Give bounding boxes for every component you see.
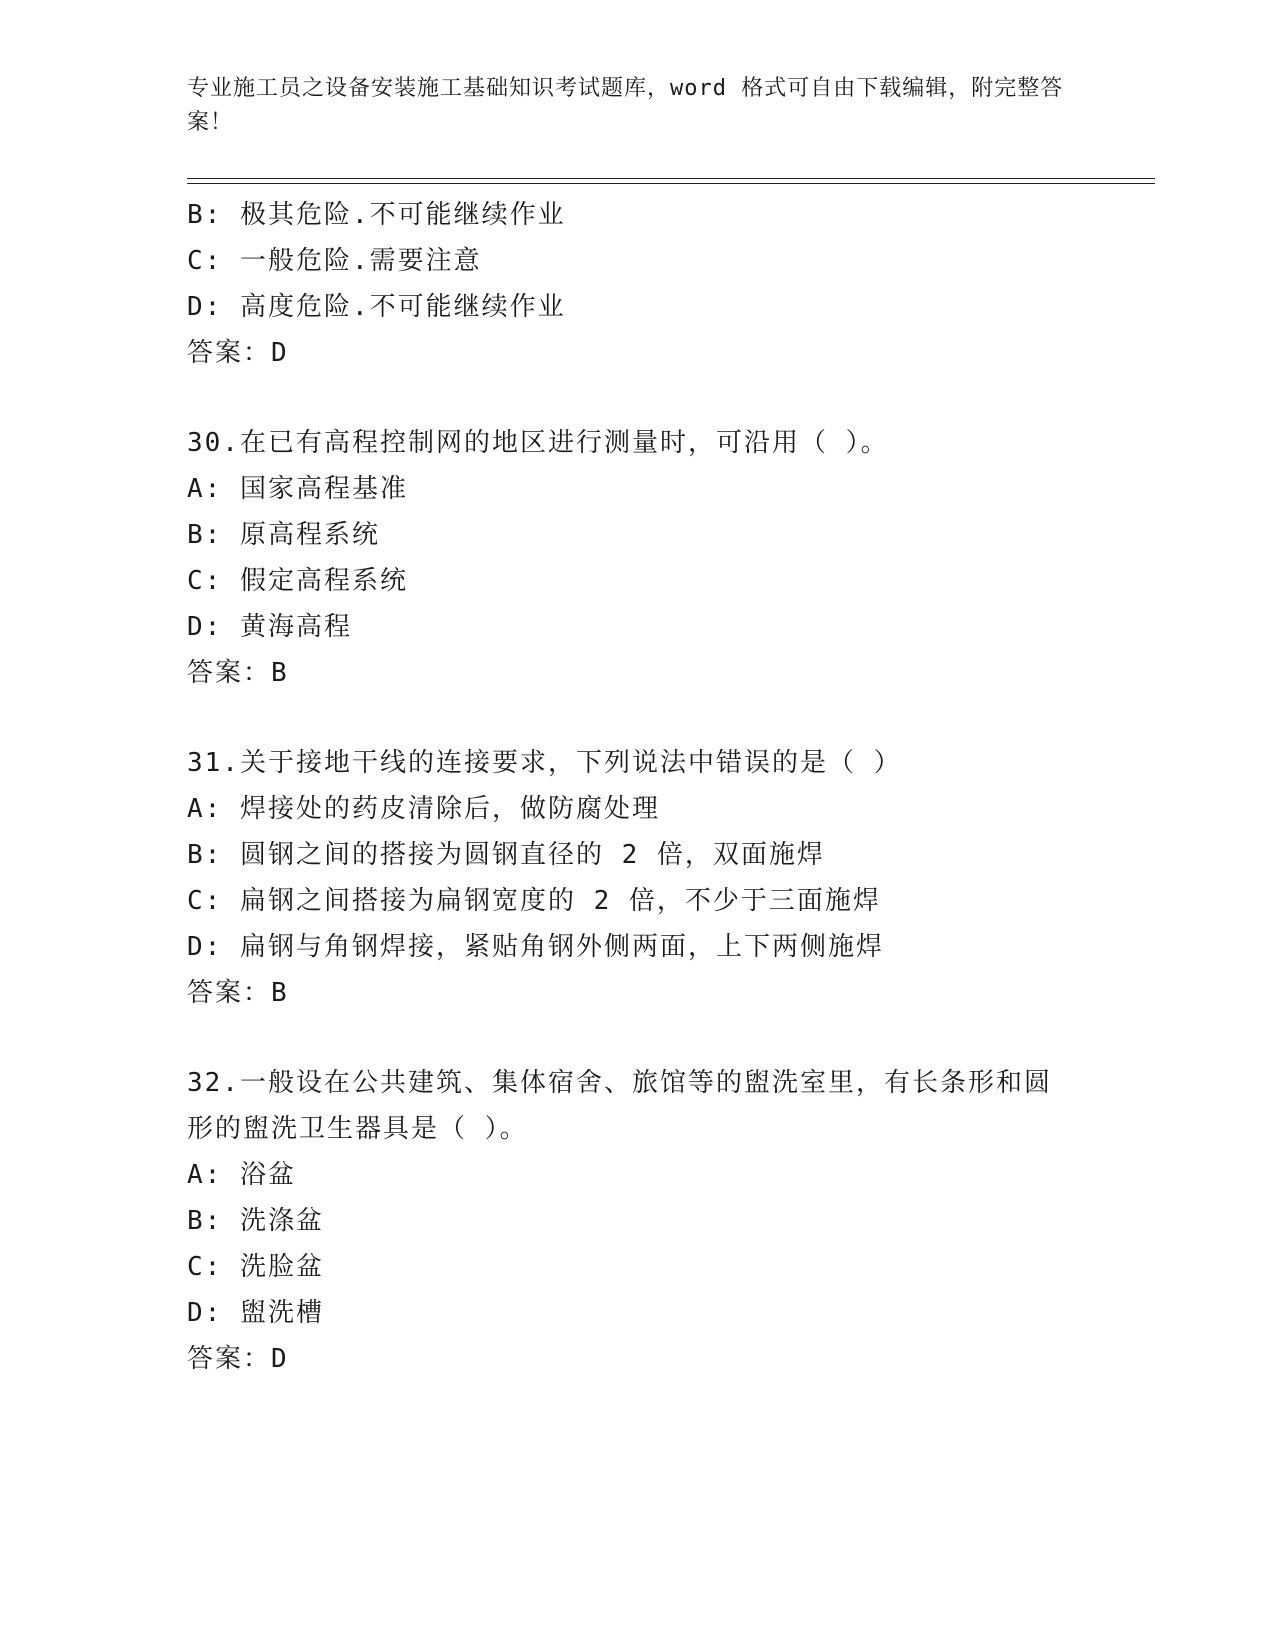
question-list bbox=[187, 192, 1087, 1382]
option-a: A: 浴盆 bbox=[187, 1160, 296, 1190]
option-c: C: 扁钢之间搭接为扁钢宽度的 2 倍，不少于三面施焊 bbox=[187, 886, 881, 916]
header-divider-bottom bbox=[187, 183, 1155, 184]
answer-label: 答案： bbox=[187, 658, 272, 688]
question-block-31 bbox=[187, 740, 1087, 1016]
option-c: C: 洗脸盆 bbox=[187, 1252, 324, 1282]
option-a: A: 焊接处的药皮清除后，做防腐处理 bbox=[187, 794, 660, 824]
answer-line bbox=[187, 650, 1087, 696]
option-c: C: 一般危险.需要注意 bbox=[187, 246, 482, 276]
question-block-30 bbox=[187, 420, 1087, 696]
answer-value: D bbox=[271, 1344, 289, 1374]
question-spacer bbox=[187, 376, 1087, 420]
option-c: C: 假定高程系统 bbox=[187, 566, 408, 596]
question-spacer bbox=[187, 696, 1087, 740]
header-divider-top bbox=[187, 178, 1155, 179]
option-b: B: 圆钢之间的搭接为圆钢直径的 2 倍，双面施焊 bbox=[187, 840, 825, 870]
answer-value: D bbox=[271, 338, 289, 368]
option-b: B: 极其危险.不可能继续作业 bbox=[187, 200, 566, 230]
question-block-partial bbox=[187, 192, 1087, 376]
answer-value: B bbox=[271, 658, 289, 688]
question-block-32 bbox=[187, 1060, 1087, 1382]
option-a: A: 国家高程基准 bbox=[187, 474, 408, 504]
option-d: D: 黄海高程 bbox=[187, 612, 352, 642]
answer-line bbox=[187, 1336, 1087, 1382]
option-d: D: 高度危险.不可能继续作业 bbox=[187, 292, 566, 322]
option-b: B: 洗涤盆 bbox=[187, 1206, 324, 1236]
answer-value: B bbox=[271, 978, 289, 1008]
question-stem: 32.一般设在公共建筑、集体宿舍、旅馆等的盥洗室里，有长条形和圆形的盥洗卫生器具是（ ）。 bbox=[187, 1068, 1052, 1144]
question-stem: 31.关于接地干线的连接要求，下列说法中错误的是（ ） bbox=[187, 748, 902, 778]
answer-label: 答案： bbox=[187, 338, 272, 368]
question-spacer bbox=[187, 1016, 1087, 1060]
answer-line bbox=[187, 330, 1087, 376]
option-b: B: 原高程系统 bbox=[187, 520, 380, 550]
option-d: D: 扁钢与角钢焊接，紧贴角钢外侧两面，上下两侧施焊 bbox=[187, 932, 884, 962]
option-d: D: 盥洗槽 bbox=[187, 1298, 324, 1328]
document-header: 专业施工员之设备安装施工基础知识考试题库，word 格式可自由下载编辑，附完整答案！ bbox=[187, 76, 1064, 135]
answer-label: 答案： bbox=[187, 1344, 272, 1374]
answer-line bbox=[187, 970, 1087, 1016]
answer-label: 答案： bbox=[187, 978, 272, 1008]
question-stem: 30.在已有高程控制网的地区进行测量时，可沿用（ ）。 bbox=[187, 428, 889, 458]
